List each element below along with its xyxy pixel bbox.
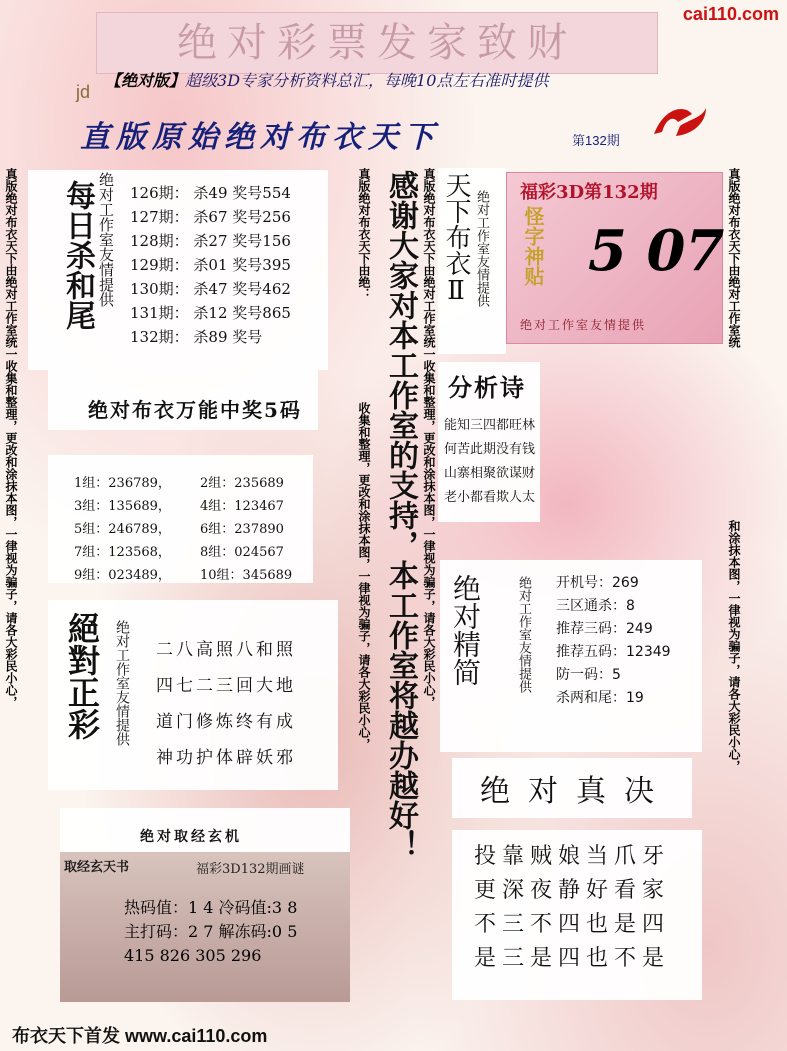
analysis-line: 何苦此期没有钱	[444, 442, 536, 457]
group-a: 1组：236789，	[74, 476, 171, 491]
group-b: 10组：345689	[200, 568, 293, 583]
poem-line: 二八高照八和照	[156, 640, 296, 660]
jingjian-studio: 绝对工作室友情提供	[516, 576, 531, 693]
combo-values: 415 826 305 296	[124, 946, 262, 965]
group-row	[74, 564, 292, 587]
jd-mark: jd	[76, 82, 91, 102]
prize: 奖号256	[232, 208, 291, 226]
group-a: 9组：023489，	[74, 568, 171, 583]
kill: 杀49	[193, 184, 228, 202]
right-vertical-notice-bottom: 和涂抹本图，一律视为骗子，请各大彩民小心，	[727, 520, 741, 772]
zhengcai-lines	[156, 632, 296, 776]
fucai-title: 福彩3D第132期	[520, 182, 658, 203]
jingjian-item: 三区通杀：8	[556, 598, 635, 614]
zhengcai-studio: 绝对工作室友情提供	[114, 620, 130, 746]
lottery-logo-icon	[650, 102, 710, 142]
analysis-lines	[444, 414, 540, 510]
prize: 奖号395	[232, 256, 291, 274]
zhenjue-line: 是三是四也不是	[474, 946, 671, 971]
analysis-title: 分析诗	[448, 373, 526, 402]
fucai-handwrite: 5 07	[588, 218, 725, 284]
group-b: 2组：235689	[200, 476, 284, 491]
poem-line: 道门修炼终有成	[156, 712, 296, 732]
issue: 129期：	[130, 256, 189, 274]
zhenjue-lines	[474, 840, 670, 976]
group-a: 7组：123568，	[74, 545, 171, 560]
prize: 奖号156	[232, 232, 291, 250]
five-codes-list	[74, 472, 292, 587]
daily-row	[130, 326, 291, 350]
zhenjue-line: 更深夜静好看家	[474, 878, 671, 903]
group-b: 4组：123467	[200, 499, 284, 514]
thanks-message: 感谢大家对本工作室的支持，本工作室将越办越好！	[383, 170, 418, 860]
brand-tag: 【绝对版】	[105, 71, 186, 90]
jingjian-item: 杀两和尾：19	[556, 690, 644, 706]
issue: 126期：	[130, 184, 189, 202]
analysis-line: 老小都看欺人太	[444, 490, 536, 505]
zhenjue-title: 绝对真决	[480, 774, 672, 809]
daily-row	[130, 182, 291, 206]
group-row	[74, 518, 292, 541]
mid-vertical-notice-top: 真版绝对布衣天下由绝：	[357, 168, 371, 300]
kill: 杀47	[193, 280, 228, 298]
qujing-book: 取经玄天书	[64, 860, 130, 875]
site-url[interactable]: cai110.com	[682, 4, 779, 24]
issue: 128期：	[130, 232, 189, 250]
analysis-line: 能知三四都旺林	[444, 418, 536, 433]
tianxia-studio: 绝对工作室友情提供	[474, 190, 489, 307]
jingjian-item: 推荐五码：12349	[556, 644, 671, 660]
group-a: 5组：246789，	[74, 522, 171, 537]
daily-row	[130, 206, 291, 230]
hot-cold-values: 热码值：1 4 冷码值:3 8	[124, 898, 298, 917]
daily-row	[130, 230, 291, 254]
group-row	[74, 472, 292, 495]
fucai-stamp: 怪字神贴	[521, 206, 545, 286]
header-subtitle	[105, 68, 548, 91]
issue-number: 第132期	[572, 133, 620, 148]
group-b: 6组：237890	[200, 522, 284, 537]
prize: 奖号865	[232, 304, 291, 322]
jingjian-item: 推荐三码：249	[556, 621, 653, 637]
jingjian-title: 绝对精简	[449, 574, 482, 686]
issue: 131期：	[130, 304, 189, 322]
qujing-issue: 福彩3D132期画谜	[196, 862, 305, 877]
header-subtitle-text: 超级3D专家分析资料总汇，每晚10点左右准时提供	[185, 71, 549, 90]
kill: 杀01	[193, 256, 228, 274]
issue: 127期：	[130, 208, 189, 226]
daily-list	[130, 182, 291, 350]
group-row	[74, 541, 292, 564]
daily-row	[130, 254, 291, 278]
mid-vertical-notice-2: 真版绝对布衣天下由绝对工作室统一收集和整理，更改和涂抹本图，一律视为骗子，请各大彩民小心，	[422, 168, 436, 708]
five-codes-title: 绝对布衣万能中奖5码	[88, 398, 302, 422]
kill: 杀67	[193, 208, 228, 226]
footer-url[interactable]: 布衣天下首发 www.cai110.com	[12, 1026, 268, 1046]
issue: 132期：	[130, 328, 189, 346]
jingjian-item: 防一码：5	[556, 667, 621, 683]
top-banner: 绝对彩票发家致财	[96, 12, 658, 74]
mid-vertical-notice-bottom: 收集和整理，更改和涂抹本图，一律视为骗子，请各大彩民小心，	[357, 402, 371, 750]
issue: 130期：	[130, 280, 189, 298]
kill: 杀27	[193, 232, 228, 250]
group-a: 3组：135689，	[74, 499, 171, 514]
prize: 奖号	[232, 328, 263, 346]
jingjian-item: 开机号：269	[556, 575, 639, 591]
analysis-line: 山寨相聚欲谋财	[444, 466, 536, 481]
prize: 奖号462	[232, 280, 291, 298]
right-vertical-notice-top: 真版绝对布衣天下由绝对工作室统	[727, 168, 741, 348]
zhenjue-line: 投靠贼娘当爪牙	[474, 844, 671, 869]
prize: 奖号554	[232, 184, 291, 202]
kill: 杀89	[193, 328, 228, 346]
main-thaw-values: 主打码：2 7 解冻码:0 5	[124, 922, 298, 941]
daily-row	[130, 278, 291, 302]
page-title: 直版原始绝对布衣天下	[80, 120, 440, 155]
poem-line: 四七二三回大地	[156, 676, 296, 696]
qujing-values	[124, 896, 297, 968]
kill: 杀12	[193, 304, 228, 322]
jingjian-items	[556, 572, 671, 710]
daily-row	[130, 302, 291, 326]
daily-title: 每日杀和尾	[60, 180, 95, 330]
left-vertical-notice: 真版绝对布衣天下由绝对工作室统一收集和整理，更改和涂抹本图，一律视为骗子，请各大彩民小心，	[4, 168, 18, 708]
daily-studio: 绝对工作室友情提供	[97, 172, 115, 307]
zhengcai-title: 絕對正彩	[63, 612, 101, 740]
zhenjue-line: 不三不四也是四	[474, 912, 671, 937]
fucai-footer: 绝对工作室友情提供	[520, 318, 647, 332]
tianxia-title: 天下布衣Ⅱ	[441, 172, 471, 306]
qujing-title: 绝对取经玄机	[140, 829, 242, 845]
group-b: 8组：024567	[200, 545, 284, 560]
poem-line: 神功护体辟妖邪	[156, 748, 296, 768]
group-row	[74, 495, 292, 518]
